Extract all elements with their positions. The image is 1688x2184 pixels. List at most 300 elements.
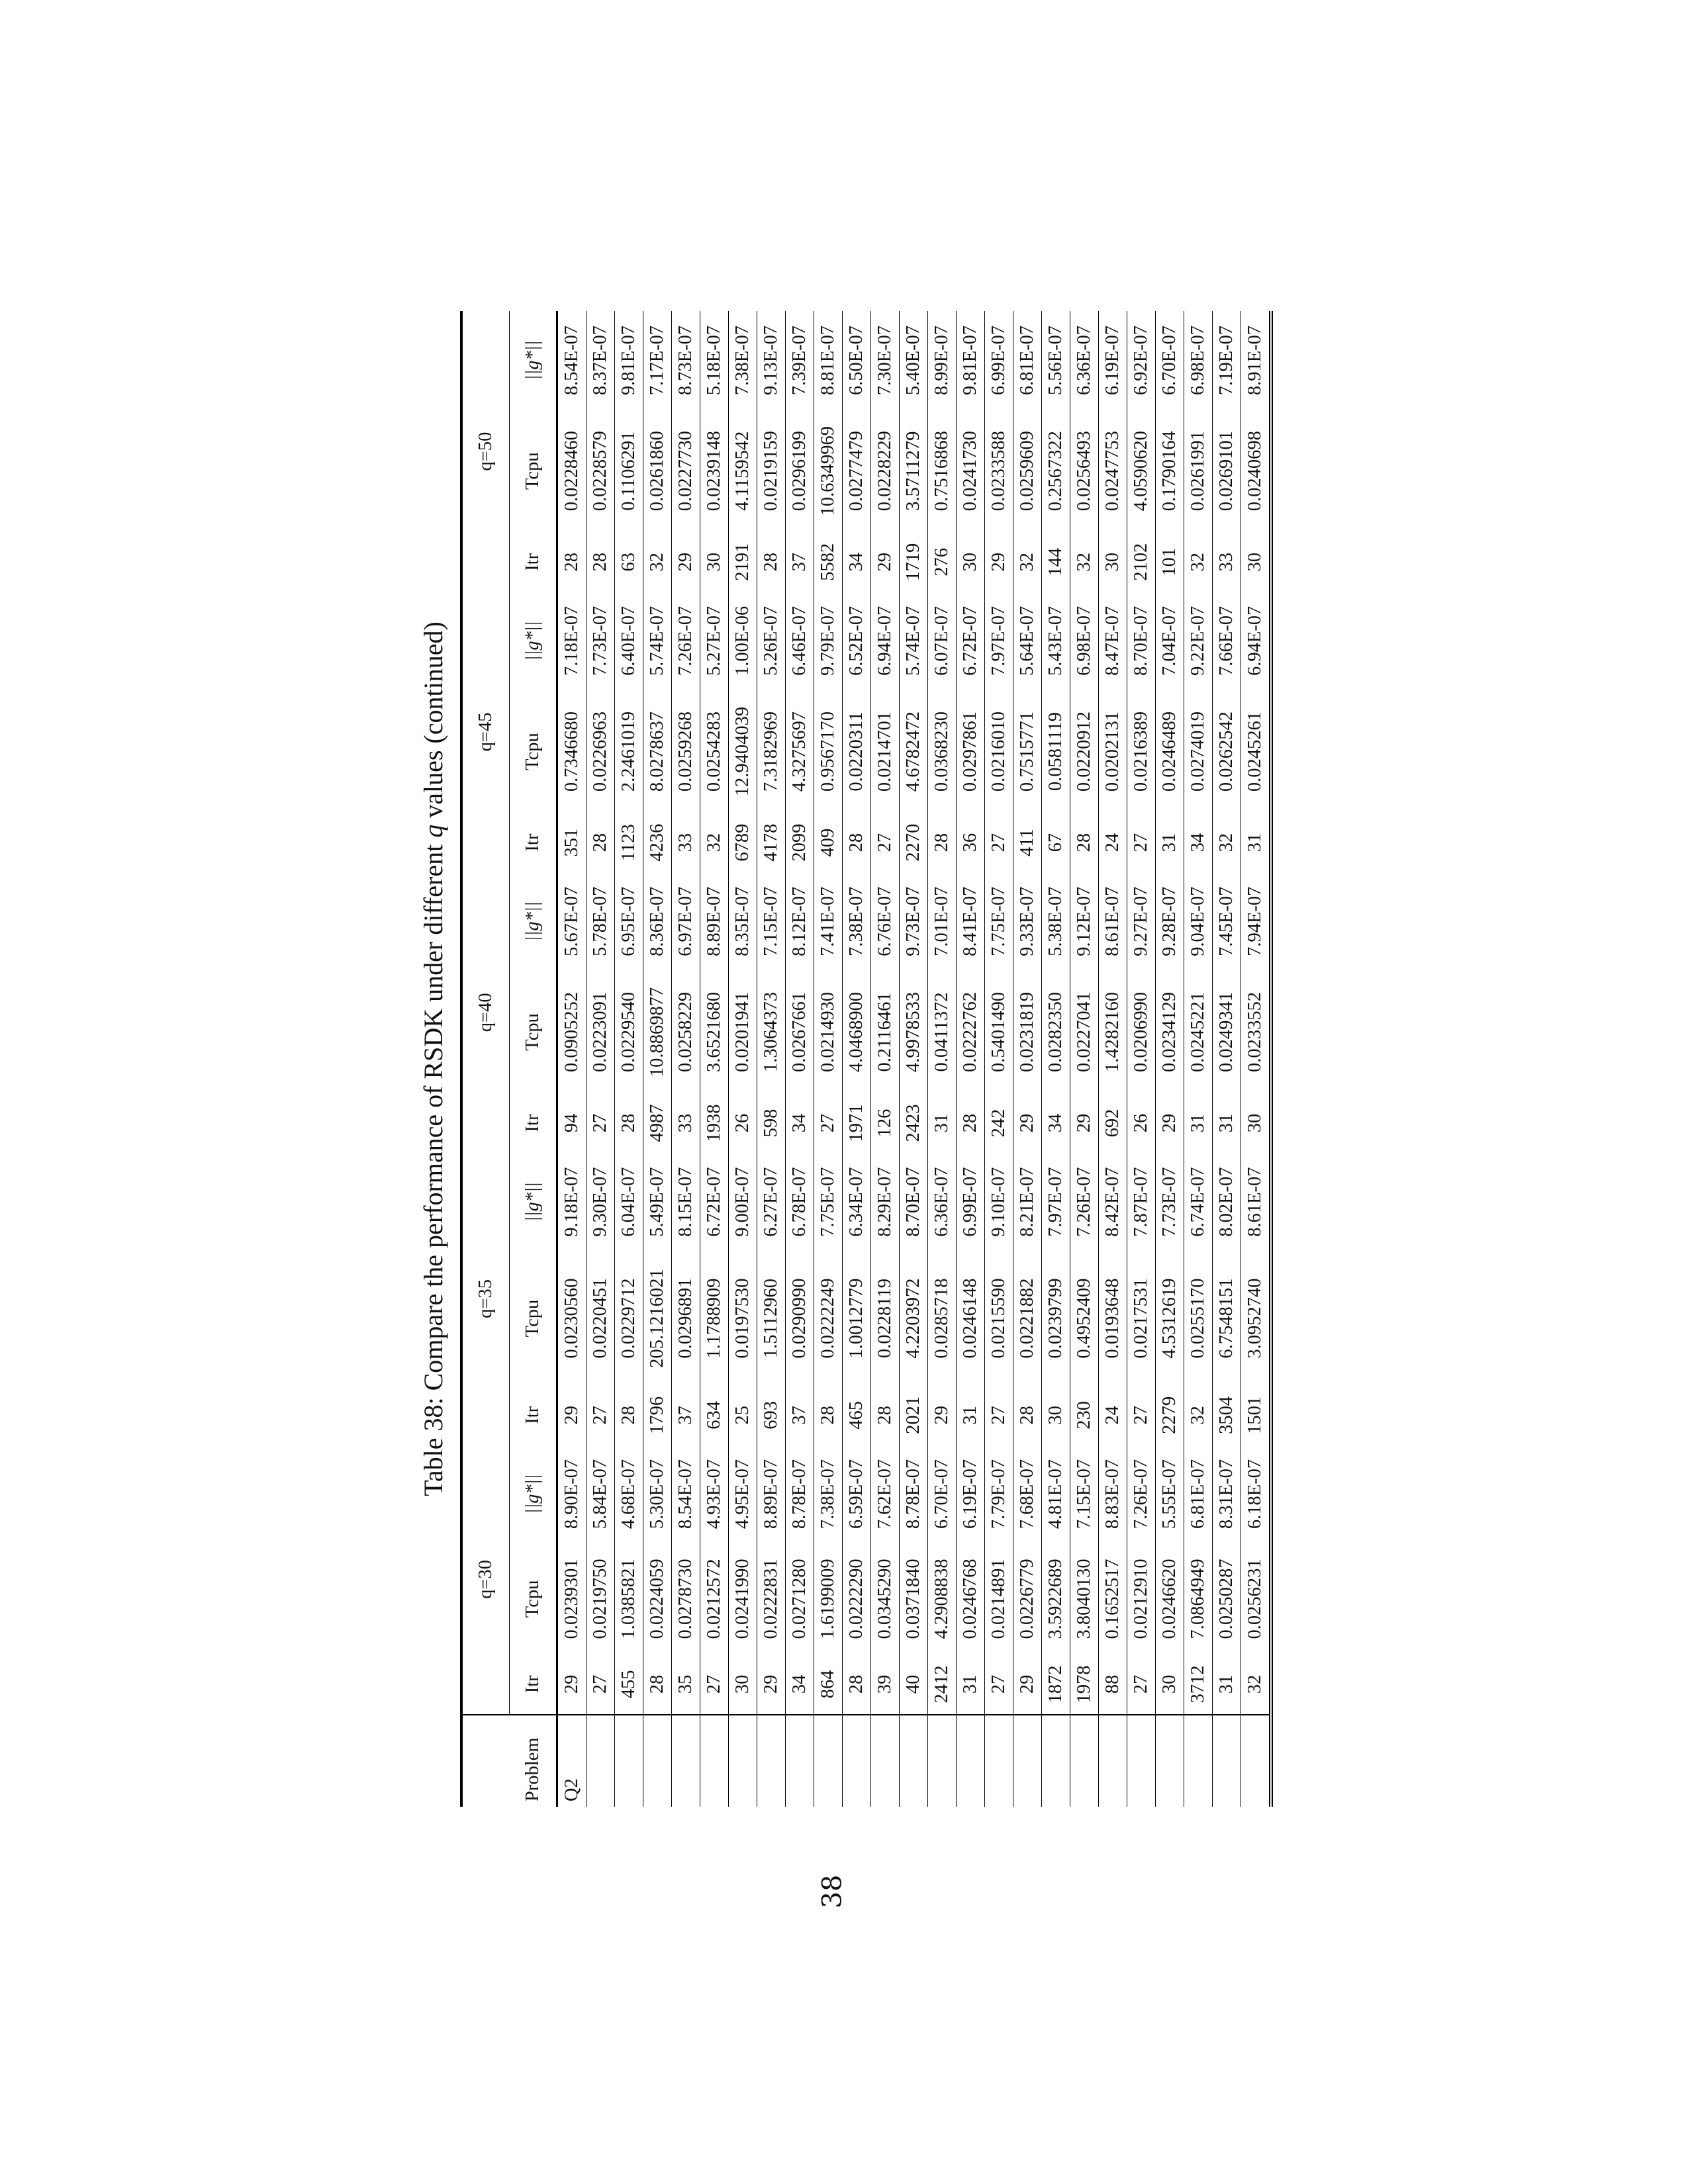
cell-itr: 693 [757, 1386, 786, 1445]
cell-gnorm: 9.33E-07 [1013, 872, 1042, 971]
cell-tcpu: 10.8869877 [643, 971, 672, 1094]
cell-tcpu: 0.0245261 [1241, 690, 1272, 813]
cell-itr: 34 [786, 1093, 814, 1153]
problem-cell [1213, 1715, 1241, 1807]
cell-tcpu: 0.0217531 [1127, 1251, 1156, 1385]
cell-gnorm: 5.26E-07 [757, 592, 786, 690]
problem-cell [928, 1715, 957, 1807]
cell-tcpu: 0.0202131 [1099, 690, 1127, 813]
cell-gnorm: 8.54E-07 [557, 311, 586, 410]
cell-itr: 27 [871, 813, 900, 872]
cell-itr: 32 [1184, 533, 1213, 592]
cell-itr: 40 [900, 1655, 928, 1715]
cell-itr: 126 [871, 1093, 900, 1153]
cell-itr: 411 [1013, 813, 1042, 872]
cell-tcpu: 0.0411372 [928, 971, 957, 1094]
cell-gnorm: 6.72E-07 [700, 1153, 729, 1251]
cell-gnorm: 5.56E-07 [1042, 311, 1070, 410]
cell-gnorm: 6.36E-07 [1070, 311, 1099, 410]
cell-gnorm: 8.12E-07 [786, 872, 814, 971]
cell-itr: 31 [1213, 1655, 1241, 1715]
problem-header-spacer [461, 1715, 510, 1807]
cell-tcpu: 0.0214891 [985, 1543, 1013, 1655]
cell-tcpu: 0.0240698 [1241, 410, 1272, 533]
cell-itr: 34 [843, 533, 871, 592]
cell-gnorm: 7.30E-07 [871, 311, 900, 410]
cell-tcpu: 0.0234129 [1156, 971, 1184, 1094]
cell-gnorm: 5.74E-07 [900, 592, 928, 690]
subheader-tcpu: Tcpu [510, 690, 557, 813]
cell-itr: 276 [928, 533, 957, 592]
table-row [814, 311, 843, 1807]
cell-itr: 31 [1213, 1093, 1241, 1153]
cell-tcpu: 0.0219750 [586, 1543, 615, 1655]
subheader-itr: Itr [510, 1093, 557, 1153]
cell-gnorm: 9.27E-07 [1127, 872, 1156, 971]
cell-gnorm: 8.02E-07 [1213, 1153, 1241, 1251]
cell-gnorm: 8.42E-07 [1099, 1153, 1127, 1251]
cell-tcpu: 0.0229712 [615, 1251, 643, 1385]
cell-tcpu: 4.9978533 [900, 971, 928, 1094]
cell-itr: 29 [557, 1386, 586, 1445]
cell-itr: 692 [1099, 1093, 1127, 1153]
cell-gnorm: 7.38E-07 [814, 1445, 843, 1543]
cell-tcpu: 0.0226963 [586, 690, 615, 813]
cell-tcpu: 0.0228460 [557, 410, 586, 533]
cell-itr: 2102 [1127, 533, 1156, 592]
cell-tcpu: 4.2908838 [928, 1543, 957, 1655]
table-row [1241, 311, 1272, 1807]
cell-itr: 30 [1156, 1655, 1184, 1715]
cell-itr: 33 [1213, 533, 1241, 592]
cell-gnorm: 8.15E-07 [672, 1153, 700, 1251]
caption-prefix: Table 38: Compare the performance of RSDK under different [418, 837, 448, 1496]
table-row [700, 311, 729, 1807]
cell-itr: 27 [985, 1655, 1013, 1715]
cell-tcpu: 0.0228579 [586, 410, 615, 533]
problem-cell [672, 1715, 700, 1807]
results-table [460, 311, 1273, 1807]
group-header-q: q=50 [461, 311, 510, 592]
cell-itr: 101 [1156, 533, 1184, 592]
cell-tcpu: 0.0262542 [1213, 690, 1241, 813]
cell-itr: 29 [672, 533, 700, 592]
cell-gnorm: 8.81E-07 [814, 311, 843, 410]
problem-cell [757, 1715, 786, 1807]
cell-tcpu: 0.0905252 [557, 971, 586, 1094]
cell-tcpu: 0.0214930 [814, 971, 843, 1094]
cell-itr: 30 [1099, 533, 1127, 592]
cell-gnorm: 5.67E-07 [557, 872, 586, 971]
cell-gnorm: 9.28E-07 [1156, 872, 1184, 971]
cell-tcpu: 0.0246620 [1156, 1543, 1184, 1655]
cell-itr: 32 [1241, 1655, 1272, 1715]
subheader-itr: Itr [510, 1655, 557, 1715]
cell-tcpu: 0.0581119 [1042, 690, 1070, 813]
problem-cell [1184, 1715, 1213, 1807]
table-row [757, 311, 786, 1807]
cell-itr: 26 [729, 1093, 757, 1153]
cell-tcpu: 7.0864949 [1184, 1543, 1213, 1655]
cell-itr: 28 [843, 813, 871, 872]
cell-itr: 598 [757, 1093, 786, 1153]
cell-itr: 28 [871, 1386, 900, 1445]
cell-tcpu: 0.0222249 [814, 1251, 843, 1385]
cell-tcpu: 0.1790164 [1156, 410, 1184, 533]
cell-tcpu: 0.0245221 [1184, 971, 1213, 1094]
cell-itr: 2021 [900, 1386, 928, 1445]
cell-gnorm: 9.18E-07 [557, 1153, 586, 1251]
cell-itr: 2099 [786, 813, 814, 872]
cell-tcpu: 12.9404039 [729, 690, 757, 813]
cell-tcpu: 0.0246148 [957, 1251, 985, 1385]
subheader-gnorm: ||g*|| [510, 1153, 557, 1251]
caption-variable: q [418, 824, 448, 838]
cell-tcpu: 0.0220311 [843, 690, 871, 813]
cell-gnorm: 7.62E-07 [871, 1445, 900, 1543]
cell-gnorm: 7.75E-07 [985, 872, 1013, 971]
cell-gnorm: 7.94E-07 [1241, 872, 1272, 971]
cell-gnorm: 8.35E-07 [729, 872, 757, 971]
cell-gnorm: 5.40E-07 [900, 311, 928, 410]
cell-gnorm: 9.00E-07 [729, 1153, 757, 1251]
cell-tcpu: 0.0212572 [700, 1543, 729, 1655]
cell-gnorm: 7.73E-07 [586, 592, 615, 690]
cell-gnorm: 6.27E-07 [757, 1153, 786, 1251]
cell-tcpu: 1.5112960 [757, 1251, 786, 1385]
cell-itr: 230 [1070, 1386, 1099, 1445]
problem-cell [1013, 1715, 1042, 1807]
cell-itr: 29 [757, 1655, 786, 1715]
cell-gnorm: 4.68E-07 [615, 1445, 643, 1543]
cell-tcpu: 0.0254283 [700, 690, 729, 813]
caption-suffix: values (continued) [418, 621, 448, 825]
group-header-q: q=45 [461, 592, 510, 872]
cell-itr: 4987 [643, 1093, 672, 1153]
cell-itr: 1978 [1070, 1655, 1099, 1715]
cell-gnorm: 7.15E-07 [757, 872, 786, 971]
cell-gnorm: 7.26E-07 [1127, 1445, 1156, 1543]
cell-itr: 2270 [900, 813, 928, 872]
cell-itr: 28 [1070, 813, 1099, 872]
cell-tcpu: 0.0220451 [586, 1251, 615, 1385]
cell-itr: 27 [985, 813, 1013, 872]
cell-itr: 455 [615, 1655, 643, 1715]
subheader-itr: Itr [510, 533, 557, 592]
cell-itr: 5582 [814, 533, 843, 592]
cell-gnorm: 1.00E-06 [729, 592, 757, 690]
cell-gnorm: 7.97E-07 [985, 592, 1013, 690]
cell-gnorm: 7.87E-07 [1127, 1153, 1156, 1251]
subheader-gnorm: ||g*|| [510, 311, 557, 410]
cell-itr: 30 [1241, 533, 1272, 592]
subheader-itr: Itr [510, 1386, 557, 1445]
cell-itr: 29 [928, 1386, 957, 1445]
cell-tcpu: 0.0230560 [557, 1251, 586, 1385]
cell-tcpu: 0.0233588 [985, 410, 1013, 533]
cell-itr: 28 [586, 813, 615, 872]
cell-gnorm: 8.89E-07 [757, 1445, 786, 1543]
cell-gnorm: 6.70E-07 [928, 1445, 957, 1543]
cell-itr: 29 [871, 533, 900, 592]
cell-itr: 29 [1013, 1655, 1042, 1715]
cell-gnorm: 7.79E-07 [985, 1445, 1013, 1543]
cell-gnorm: 8.37E-07 [586, 311, 615, 410]
cell-itr: 28 [1013, 1386, 1042, 1445]
cell-itr: 28 [615, 1093, 643, 1153]
table-row [586, 311, 615, 1807]
cell-itr: 63 [615, 533, 643, 592]
cell-itr: 31 [957, 1386, 985, 1445]
table-row [786, 311, 814, 1807]
cell-itr: 27 [1127, 1655, 1156, 1715]
cell-gnorm: 5.43E-07 [1042, 592, 1070, 690]
table-row [1099, 311, 1127, 1807]
cell-gnorm: 7.38E-07 [729, 311, 757, 410]
cell-gnorm: 8.89E-07 [700, 872, 729, 971]
cell-tcpu: 0.0227730 [672, 410, 700, 533]
cell-gnorm: 8.61E-07 [1241, 1153, 1272, 1251]
cell-itr: 29 [1013, 1093, 1042, 1153]
cell-tcpu: 4.3275697 [786, 690, 814, 813]
cell-tcpu: 0.1652517 [1099, 1543, 1127, 1655]
subheader-tcpu: Tcpu [510, 1543, 557, 1655]
cell-tcpu: 0.0241990 [729, 1543, 757, 1655]
problem-cell [871, 1715, 900, 1807]
cell-itr: 94 [557, 1093, 586, 1153]
cell-gnorm: 9.73E-07 [900, 872, 928, 971]
problem-cell [814, 1715, 843, 1807]
table-row [1070, 311, 1099, 1807]
cell-gnorm: 8.41E-07 [957, 872, 985, 971]
cell-tcpu: 0.5401490 [985, 971, 1013, 1094]
cell-itr: 24 [1099, 1386, 1127, 1445]
problem-cell [729, 1715, 757, 1807]
cell-gnorm: 9.12E-07 [1070, 872, 1099, 971]
cell-itr: 27 [586, 1093, 615, 1153]
subheader-itr: Itr [510, 813, 557, 872]
subheader-tcpu: Tcpu [510, 1251, 557, 1385]
cell-gnorm: 6.78E-07 [786, 1153, 814, 1251]
cell-itr: 37 [786, 1386, 814, 1445]
cell-gnorm: 9.81E-07 [957, 311, 985, 410]
subheader-gnorm: ||g*|| [510, 592, 557, 690]
problem-cell [1099, 1715, 1127, 1807]
cell-itr: 28 [928, 813, 957, 872]
cell-itr: 31 [1184, 1093, 1213, 1153]
cell-tcpu: 0.0250287 [1213, 1543, 1241, 1655]
table-row [928, 311, 957, 1807]
cell-itr: 27 [985, 1386, 1013, 1445]
cell-itr: 3504 [1213, 1386, 1241, 1445]
problem-cell [615, 1715, 643, 1807]
cell-itr: 67 [1042, 813, 1070, 872]
cell-itr: 4178 [757, 813, 786, 872]
cell-gnorm: 6.94E-07 [1241, 592, 1272, 690]
cell-gnorm: 6.99E-07 [957, 1153, 985, 1251]
cell-gnorm: 6.97E-07 [672, 872, 700, 971]
cell-gnorm: 8.54E-07 [672, 1445, 700, 1543]
cell-tcpu: 0.0278730 [672, 1543, 700, 1655]
cell-gnorm: 8.99E-07 [928, 311, 957, 410]
cell-tcpu: 0.0297861 [957, 690, 985, 813]
cell-tcpu: 0.0221882 [1013, 1251, 1042, 1385]
cell-itr: 30 [1042, 1386, 1070, 1445]
cell-tcpu: 0.0368230 [928, 690, 957, 813]
cell-itr: 34 [1042, 1093, 1070, 1153]
cell-gnorm: 7.04E-07 [1156, 592, 1184, 690]
cell-gnorm: 8.73E-07 [672, 311, 700, 410]
cell-tcpu: 0.0296199 [786, 410, 814, 533]
cell-gnorm: 5.64E-07 [1013, 592, 1042, 690]
cell-gnorm: 7.18E-07 [557, 592, 586, 690]
cell-gnorm: 6.46E-07 [786, 592, 814, 690]
cell-itr: 34 [1184, 813, 1213, 872]
cell-tcpu: 4.0590620 [1127, 410, 1156, 533]
cell-itr: 39 [871, 1655, 900, 1715]
cell-itr: 2412 [928, 1655, 957, 1715]
cell-tcpu: 0.0258229 [672, 971, 700, 1094]
cell-itr: 37 [786, 533, 814, 592]
cell-gnorm: 7.73E-07 [1156, 1153, 1184, 1251]
cell-gnorm: 9.81E-07 [615, 311, 643, 410]
cell-gnorm: 7.68E-07 [1013, 1445, 1042, 1543]
cell-tcpu: 0.0241730 [957, 410, 985, 533]
cell-tcpu: 0.0222290 [843, 1543, 871, 1655]
cell-tcpu: 3.0952740 [1241, 1251, 1272, 1385]
cell-gnorm: 8.29E-07 [871, 1153, 900, 1251]
cell-gnorm: 4.95E-07 [729, 1445, 757, 1543]
cell-tcpu: 0.0239301 [557, 1543, 586, 1655]
cell-tcpu: 3.5711279 [900, 410, 928, 533]
cell-tcpu: 0.0223091 [586, 971, 615, 1094]
cell-gnorm: 6.50E-07 [843, 311, 871, 410]
cell-gnorm: 5.27E-07 [700, 592, 729, 690]
cell-itr: 32 [1070, 533, 1099, 592]
cell-tcpu: 0.0197530 [729, 1251, 757, 1385]
cell-tcpu: 0.0219159 [757, 410, 786, 533]
cell-tcpu: 0.0239148 [700, 410, 729, 533]
cell-gnorm: 6.40E-07 [615, 592, 643, 690]
cell-tcpu: 0.0259268 [672, 690, 700, 813]
cell-gnorm: 5.30E-07 [643, 1445, 672, 1543]
cell-gnorm: 9.10E-07 [985, 1153, 1013, 1251]
cell-itr: 28 [843, 1655, 871, 1715]
cell-tcpu: 0.0228229 [871, 410, 900, 533]
cell-itr: 34 [786, 1655, 814, 1715]
cell-gnorm: 8.91E-07 [1241, 311, 1272, 410]
cell-itr: 30 [1241, 1093, 1272, 1153]
cell-tcpu: 0.0226779 [1013, 1543, 1042, 1655]
cell-tcpu: 7.3182969 [757, 690, 786, 813]
cell-gnorm: 7.66E-07 [1213, 592, 1241, 690]
cell-gnorm: 7.45E-07 [1213, 872, 1241, 971]
cell-itr: 29 [1070, 1093, 1099, 1153]
cell-itr: 30 [700, 533, 729, 592]
cell-gnorm: 9.30E-07 [586, 1153, 615, 1251]
cell-gnorm: 8.78E-07 [786, 1445, 814, 1543]
cell-itr: 29 [1156, 1093, 1184, 1153]
cell-tcpu: 0.7516868 [928, 410, 957, 533]
cell-itr: 31 [1156, 813, 1184, 872]
cell-tcpu: 0.0285718 [928, 1251, 957, 1385]
cell-gnorm: 4.93E-07 [700, 1445, 729, 1543]
cell-gnorm: 6.72E-07 [957, 592, 985, 690]
cell-gnorm: 6.36E-07 [928, 1153, 957, 1251]
cell-gnorm: 6.70E-07 [1156, 311, 1184, 410]
cell-gnorm: 7.26E-07 [1070, 1153, 1099, 1251]
cell-gnorm: 6.99E-07 [985, 311, 1013, 410]
subheader-tcpu: Tcpu [510, 410, 557, 533]
cell-gnorm: 5.84E-07 [586, 1445, 615, 1543]
cell-itr: 1501 [1241, 1386, 1272, 1445]
group-header-row [461, 311, 510, 1807]
table-row [985, 311, 1013, 1807]
table-row [957, 311, 985, 1807]
group-header-q: q=35 [461, 1153, 510, 1445]
cell-itr: 2423 [900, 1093, 928, 1153]
cell-itr: 29 [557, 1655, 586, 1715]
cell-gnorm: 6.95E-07 [615, 872, 643, 971]
cell-itr: 144 [1042, 533, 1070, 592]
cell-gnorm: 8.70E-07 [1127, 592, 1156, 690]
cell-itr: 31 [1241, 813, 1272, 872]
cell-tcpu: 0.0261991 [1184, 410, 1213, 533]
cell-tcpu: 0.0282350 [1042, 971, 1070, 1094]
cell-tcpu: 1.4282160 [1099, 971, 1127, 1094]
cell-itr: 1123 [615, 813, 643, 872]
cell-itr: 1872 [1042, 1655, 1070, 1715]
table-row [1156, 311, 1184, 1807]
cell-tcpu: 0.0296891 [672, 1251, 700, 1385]
cell-tcpu: 0.0247753 [1099, 410, 1127, 533]
cell-tcpu: 0.0345290 [871, 1543, 900, 1655]
cell-gnorm: 7.39E-07 [786, 311, 814, 410]
cell-itr: 32 [643, 533, 672, 592]
subheader-gnorm: ||g*|| [510, 872, 557, 971]
cell-itr: 28 [615, 1386, 643, 1445]
cell-tcpu: 205.1216021 [643, 1251, 672, 1385]
cell-itr: 28 [586, 533, 615, 592]
cell-gnorm: 6.98E-07 [1070, 592, 1099, 690]
cell-tcpu: 1.0385821 [615, 1543, 643, 1655]
cell-tcpu: 3.8040130 [1070, 1543, 1099, 1655]
cell-itr: 2279 [1156, 1386, 1184, 1445]
cell-tcpu: 0.0215590 [985, 1251, 1013, 1385]
cell-itr: 27 [1127, 813, 1156, 872]
cell-tcpu: 0.4952409 [1070, 1251, 1099, 1385]
cell-tcpu: 0.0371840 [900, 1543, 928, 1655]
cell-gnorm: 6.18E-07 [1241, 1445, 1272, 1543]
cell-gnorm: 8.90E-07 [557, 1445, 586, 1543]
cell-itr: 634 [700, 1386, 729, 1445]
cell-gnorm: 8.36E-07 [643, 872, 672, 971]
cell-tcpu: 4.0468900 [843, 971, 871, 1094]
cell-itr: 27 [814, 1093, 843, 1153]
cell-gnorm: 8.61E-07 [1099, 872, 1127, 971]
cell-tcpu: 0.0290990 [786, 1251, 814, 1385]
cell-itr: 27 [586, 1655, 615, 1715]
cell-itr: 27 [586, 1386, 615, 1445]
cell-gnorm: 7.38E-07 [843, 872, 871, 971]
cell-itr: 88 [1099, 1655, 1127, 1715]
cell-tcpu: 0.0249341 [1213, 971, 1241, 1094]
subheader-row [510, 311, 557, 1807]
cell-tcpu: 0.0239799 [1042, 1251, 1070, 1385]
table-row [871, 311, 900, 1807]
rotated-table-block [407, 311, 1265, 1807]
cell-itr: 32 [1213, 813, 1241, 872]
